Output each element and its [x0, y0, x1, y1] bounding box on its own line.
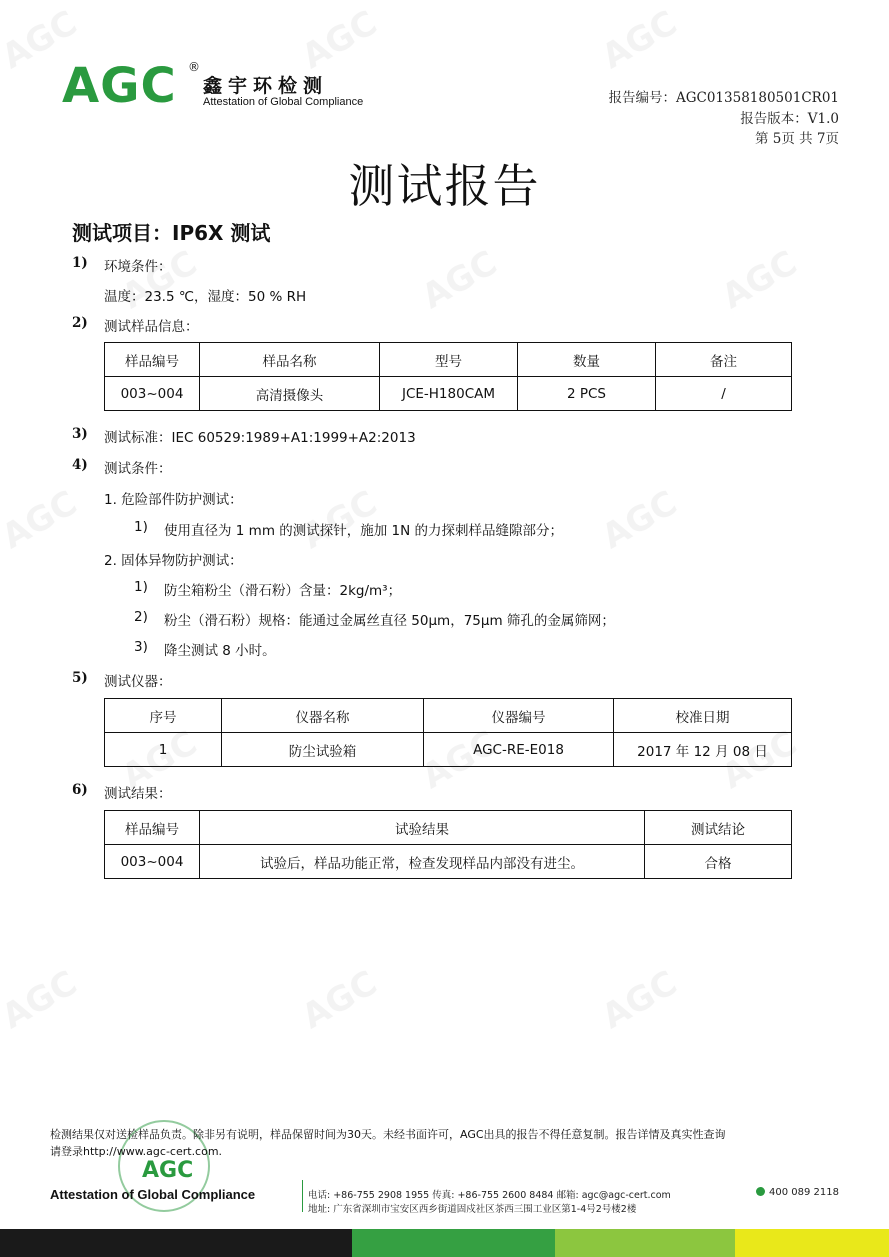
table-header-cell: 试验结果 — [200, 811, 645, 845]
table-row — [105, 377, 792, 411]
section-number: 4) — [72, 457, 88, 473]
table-header-cell: 样品编号 — [105, 811, 200, 845]
footer-contact-line: 电话: +86-755 2908 1955 传真: +86-755 2600 8484 邮箱: agc@agc-cert.com — [308, 1190, 671, 1201]
condition-heading: 2. 固体异物防护测试： — [104, 553, 243, 569]
table-row — [105, 845, 792, 879]
result-table — [104, 810, 792, 879]
condition-number: 2) — [134, 609, 148, 625]
watermark-logo — [595, 3, 684, 77]
section-title: 环境条件： — [104, 259, 172, 275]
table-cell: 1 — [105, 733, 222, 767]
table-header-cell: 样品名称 — [200, 343, 380, 377]
table-header-cell: 校准日期 — [614, 699, 792, 733]
footer-disclaimer — [50, 1126, 840, 1160]
header-logo-text: AGC — [62, 58, 177, 114]
table-cell: 003~004 — [105, 845, 200, 879]
registered-mark: ® — [188, 60, 200, 74]
condition-text: 粉尘（滑石粉）规格：能通过金属丝直径 50μm，75μm 筛孔的金属筛网； — [164, 613, 615, 629]
footer-logo-text: AGC — [142, 1158, 194, 1183]
test-standard: 测试标准：IEC 60529:1989+A1:1999+A2:2013 — [104, 430, 416, 446]
table-cell: 003~004 — [105, 377, 200, 411]
footer-bar-lime — [555, 1229, 735, 1257]
table-header-cell: 数量 — [518, 343, 656, 377]
disclaimer-line: 检测结果仅对送检样品负责。除非另有说明，样品保留时间为30天。未经书面许可，AGC出具的报告不得任意复制。报告详情及真实性查询 — [50, 1128, 726, 1141]
document-title: 测试报告 — [348, 159, 541, 213]
condition-number: 3) — [134, 639, 148, 655]
table-cell: 合格 — [645, 845, 792, 879]
table-header-cell: 序号 — [105, 699, 222, 733]
watermark-logo — [715, 243, 804, 317]
section-number: 3) — [72, 426, 88, 442]
footer-phone — [756, 1187, 839, 1198]
condition-text: 使用直径为 1 mm 的测试探针，施加 1N 的力探刺样品缝隙部分； — [164, 523, 564, 539]
phone-icon — [756, 1187, 765, 1196]
table-header-cell: 仪器名称 — [222, 699, 424, 733]
section-title: 测试样品信息： — [104, 319, 199, 335]
footer-bar-black — [0, 1229, 352, 1257]
section-title: 测试条件： — [104, 461, 172, 477]
condition-text: 防尘箱粉尘（滑石粉）含量：2kg/m³； — [164, 583, 402, 599]
sample-info-table — [104, 342, 792, 411]
table-header-row — [105, 811, 792, 845]
table-cell: 防尘试验箱 — [222, 733, 424, 767]
watermark-logo — [0, 483, 84, 557]
watermark-logo — [595, 963, 684, 1037]
watermark-logo — [295, 963, 384, 1037]
footer-bar-green — [352, 1229, 555, 1257]
table-cell: / — [656, 377, 792, 411]
table-header-cell: 型号 — [380, 343, 518, 377]
header-logo-cn: 鑫宇环检测 — [203, 75, 329, 97]
table-row — [105, 733, 792, 767]
table-cell: 高清摄像头 — [200, 377, 380, 411]
table-header-row — [105, 343, 792, 377]
section-number: 1) — [72, 255, 88, 271]
condition-number: 1) — [134, 579, 148, 595]
condition-number: 1) — [134, 519, 148, 535]
table-cell: 2 PCS — [518, 377, 656, 411]
instrument-table — [104, 698, 792, 767]
watermark-logo — [415, 243, 504, 317]
environment-conditions: 温度：23.5 ℃，湿度：50 % RH — [104, 289, 307, 305]
table-cell: 试验后，样品功能正常，检查发现样品内部没有进尘。 — [200, 845, 645, 879]
section-number: 6) — [72, 782, 88, 798]
section-number: 2) — [72, 315, 88, 331]
table-header-cell: 样品编号 — [105, 343, 200, 377]
phone-number: 400 089 2118 — [769, 1187, 839, 1198]
table-header-row — [105, 699, 792, 733]
table-cell: AGC-RE-E018 — [424, 733, 614, 767]
table-cell: JCE-H180CAM — [380, 377, 518, 411]
condition-text: 降尘测试 8 小时。 — [164, 643, 276, 659]
disclaimer-line: 请登录http://www.agc-cert.com. — [50, 1145, 223, 1158]
test-item-title: 测试项目：IP6X 测试 — [72, 221, 271, 245]
watermark-logo — [295, 3, 384, 77]
section-number: 5) — [72, 670, 88, 686]
footer-divider — [302, 1180, 303, 1212]
footer-logo-en: Attestation of Global Compliance — [50, 1187, 256, 1202]
report-version: 报告版本：V1.0 — [740, 111, 839, 127]
watermark-logo — [595, 483, 684, 557]
report-number: 报告编号：AGC01358180501CR01 — [608, 90, 839, 106]
table-header-cell: 测试结论 — [645, 811, 792, 845]
footer-bar-yellow — [735, 1229, 889, 1257]
footer-address-line: 地址: 广东省深圳市宝安区西乡街道固戍社区茶西三围工业区第1-4号2号楼2楼 — [308, 1204, 637, 1215]
section-title: 测试仪器： — [104, 674, 172, 690]
table-cell: 2017 年 12 月 08 日 — [614, 733, 792, 767]
table-header-cell: 仪器编号 — [424, 699, 614, 733]
watermark-logo — [0, 963, 84, 1037]
page-info: 第 5页 共 7页 — [754, 131, 839, 147]
condition-heading: 1. 危险部件防护测试： — [104, 492, 243, 508]
section-title: 测试结果： — [104, 786, 172, 802]
header-logo-en: Attestation of Global Compliance — [203, 96, 364, 108]
table-header-cell: 备注 — [656, 343, 792, 377]
